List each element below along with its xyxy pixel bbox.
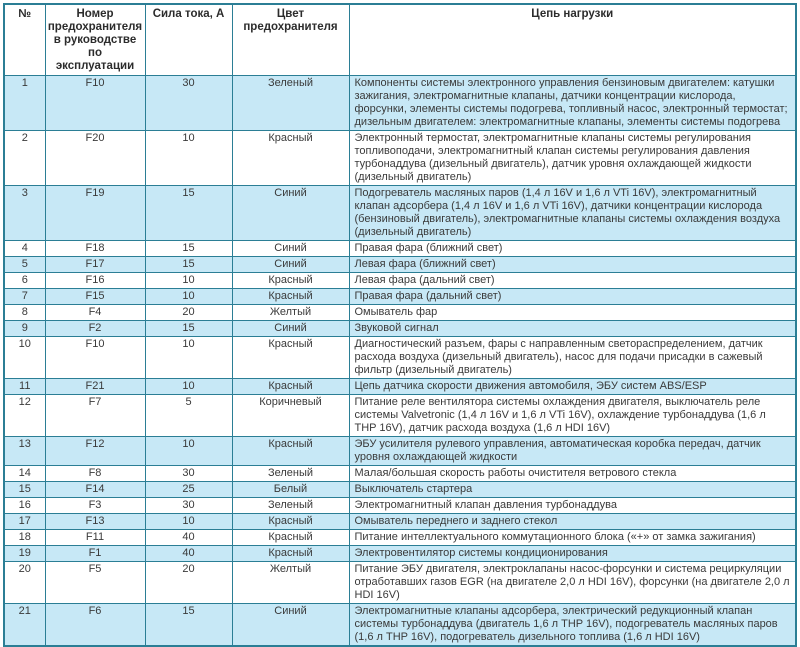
fuse-color-cell: Желтый — [232, 305, 349, 321]
row-number-cell: 5 — [4, 257, 45, 273]
fuse-color-cell: Красный — [232, 379, 349, 395]
col-header-number: № — [4, 4, 45, 76]
row-number-cell: 14 — [4, 466, 45, 482]
fuse-table — [3, 3, 797, 647]
row-number-cell: 15 — [4, 482, 45, 498]
fuse-color-cell: Красный — [232, 546, 349, 562]
amperage-cell: 15 — [145, 604, 232, 647]
amperage-cell: 10 — [145, 273, 232, 289]
fuse-id-cell: F21 — [45, 379, 145, 395]
row-number-cell: 19 — [4, 546, 45, 562]
fuse-id-cell: F13 — [45, 514, 145, 530]
table-row — [4, 321, 796, 337]
fuse-id-cell: F15 — [45, 289, 145, 305]
row-number-cell: 4 — [4, 241, 45, 257]
amperage-cell: 30 — [145, 76, 232, 131]
amperage-cell: 20 — [145, 305, 232, 321]
load-circuit-cell: Электромагнитные клапаны адсорбера, электрический редукционный клапан системы турбонаддува (двигатель 1,6 л THP 16V), подогреватель масляных паров (1,6 л THP 16V), подогреватель дизельного топлива (1,6 л HDI 16V) — [349, 604, 796, 647]
row-number-cell: 18 — [4, 530, 45, 546]
fuse-color-cell: Синий — [232, 321, 349, 337]
load-circuit-cell: Диагностический разъем, фары с направленным светораспределением, датчик расхода воздуха (дизельный двигатель), насос для подачи присадки в сажевый фильтр (дизельный двигатель) — [349, 337, 796, 379]
fuse-id-cell: F2 — [45, 321, 145, 337]
table-row — [4, 379, 796, 395]
table-row — [4, 273, 796, 289]
table-row — [4, 241, 796, 257]
amperage-cell: 30 — [145, 466, 232, 482]
amperage-cell: 15 — [145, 241, 232, 257]
fuse-id-cell: F6 — [45, 604, 145, 647]
fuse-color-cell: Зеленый — [232, 76, 349, 131]
table-row — [4, 562, 796, 604]
fuse-table-body — [4, 76, 796, 647]
row-number-cell: 8 — [4, 305, 45, 321]
fuse-id-cell: F16 — [45, 273, 145, 289]
fuse-id-cell: F20 — [45, 131, 145, 186]
amperage-cell: 10 — [145, 131, 232, 186]
row-number-cell: 13 — [4, 437, 45, 466]
fuse-color-cell: Красный — [232, 131, 349, 186]
fuse-color-cell: Синий — [232, 241, 349, 257]
amperage-cell: 10 — [145, 514, 232, 530]
fuse-color-cell: Белый — [232, 482, 349, 498]
table-row — [4, 337, 796, 379]
col-header-fuse-color: Цвет предохранителя — [232, 4, 349, 76]
fuse-color-cell: Красный — [232, 530, 349, 546]
table-row — [4, 466, 796, 482]
col-header-fuse-id: Номер предохранителя в руководстве по эксплуатации — [45, 4, 145, 76]
table-row — [4, 604, 796, 647]
row-number-cell: 20 — [4, 562, 45, 604]
load-circuit-cell: Правая фара (дальний свет) — [349, 289, 796, 305]
load-circuit-cell: Компоненты системы электронного управления бензиновым двигателем: катушки зажигания, электромагнитные клапаны, датчики концентрации кислорода, форсунки, элементы системы подогрева, топливный насос, электронный термостат; дизельным двигателем: электромагнитные клапаны, элементы системы подогрева — [349, 76, 796, 131]
table-row — [4, 289, 796, 305]
fuse-color-cell: Красный — [232, 289, 349, 305]
fuse-id-cell: F1 — [45, 546, 145, 562]
fuse-color-cell: Синий — [232, 257, 349, 273]
fuse-color-cell: Красный — [232, 514, 349, 530]
fuse-color-cell: Красный — [232, 337, 349, 379]
table-row — [4, 305, 796, 321]
amperage-cell: 10 — [145, 437, 232, 466]
load-circuit-cell: Омыватель переднего и заднего стекол — [349, 514, 796, 530]
row-number-cell: 2 — [4, 131, 45, 186]
load-circuit-cell: Цепь датчика скорости движения автомобиля, ЭБУ систем ABS/ESP — [349, 379, 796, 395]
load-circuit-cell: Питание реле вентилятора системы охлаждения двигателя, выключатель реле системы Valvetronic (1,4 л 16V и 1,6 л VTi 16V), охлаждение турбонаддува (1,6 л THP 16V), датчик расхода воздуха (1,6 л HDI 16V) — [349, 395, 796, 437]
fuse-id-cell: F14 — [45, 482, 145, 498]
table-row — [4, 437, 796, 466]
amperage-cell: 10 — [145, 379, 232, 395]
row-number-cell: 7 — [4, 289, 45, 305]
row-number-cell: 16 — [4, 498, 45, 514]
load-circuit-cell: Правая фара (ближний свет) — [349, 241, 796, 257]
amperage-cell: 25 — [145, 482, 232, 498]
fuse-id-cell: F19 — [45, 186, 145, 241]
row-number-cell: 11 — [4, 379, 45, 395]
load-circuit-cell: Выключатель стартера — [349, 482, 796, 498]
table-row — [4, 257, 796, 273]
fuse-id-cell: F12 — [45, 437, 145, 466]
table-row — [4, 514, 796, 530]
load-circuit-cell: Подогреватель масляных паров (1,4 л 16V и 1,6 л VTi 16V), электромагнитный клапан адсорбера (1,4 л 16V и 1,6 л VTi 16V), датчики концентрации кислорода (бензиновый двигатель), электромагнитные клапаны системы охлаждения воздуха (дизельный двигатель) — [349, 186, 796, 241]
load-circuit-cell: Омыватель фар — [349, 305, 796, 321]
row-number-cell: 9 — [4, 321, 45, 337]
load-circuit-cell: Питание интеллектуального коммутационного блока («+» от замка зажигания) — [349, 530, 796, 546]
row-number-cell: 10 — [4, 337, 45, 379]
fuse-color-cell: Синий — [232, 186, 349, 241]
fuse-id-cell: F18 — [45, 241, 145, 257]
fuse-id-cell: F8 — [45, 466, 145, 482]
amperage-cell: 15 — [145, 257, 232, 273]
load-circuit-cell: Электромагнитный клапан давления турбонаддува — [349, 498, 796, 514]
table-row — [4, 546, 796, 562]
amperage-cell: 15 — [145, 321, 232, 337]
amperage-cell: 10 — [145, 337, 232, 379]
amperage-cell: 20 — [145, 562, 232, 604]
amperage-cell: 15 — [145, 186, 232, 241]
table-row — [4, 498, 796, 514]
row-number-cell: 21 — [4, 604, 45, 647]
row-number-cell: 12 — [4, 395, 45, 437]
fuse-id-cell: F17 — [45, 257, 145, 273]
amperage-cell: 40 — [145, 530, 232, 546]
amperage-cell: 40 — [145, 546, 232, 562]
table-row — [4, 186, 796, 241]
table-row — [4, 395, 796, 437]
fuse-id-cell: F10 — [45, 76, 145, 131]
amperage-cell: 10 — [145, 289, 232, 305]
amperage-cell: 5 — [145, 395, 232, 437]
fuse-id-cell: F10 — [45, 337, 145, 379]
row-number-cell: 1 — [4, 76, 45, 131]
load-circuit-cell: Малая/большая скорость работы очистителя ветрового стекла — [349, 466, 796, 482]
table-row — [4, 482, 796, 498]
load-circuit-cell: Левая фара (ближний свет) — [349, 257, 796, 273]
load-circuit-cell: Звуковой сигнал — [349, 321, 796, 337]
table-row — [4, 530, 796, 546]
fuse-color-cell: Красный — [232, 437, 349, 466]
load-circuit-cell: ЭБУ усилителя рулевого управления, автоматическая коробка передач, датчик уровня охлаждающей жидкости — [349, 437, 796, 466]
row-number-cell: 6 — [4, 273, 45, 289]
col-header-load-circuit: Цепь нагрузки — [349, 4, 796, 76]
fuse-id-cell: F4 — [45, 305, 145, 321]
table-row — [4, 131, 796, 186]
col-header-amperage: Сила тока, А — [145, 4, 232, 76]
row-number-cell: 17 — [4, 514, 45, 530]
table-row — [4, 76, 796, 131]
load-circuit-cell: Левая фара (дальний свет) — [349, 273, 796, 289]
load-circuit-cell: Электронный термостат, электромагнитные клапаны системы регулирования топливоподачи, электромагнитный клапан системы регулирования давления турбонаддува (дизельный двигатель), датчик уровня охлаждающей жидкости (дизельный двигатель) — [349, 131, 796, 186]
load-circuit-cell: Электровентилятор системы кондиционирования — [349, 546, 796, 562]
fuse-color-cell: Желтый — [232, 562, 349, 604]
fuse-color-cell: Красный — [232, 273, 349, 289]
load-circuit-cell: Питание ЭБУ двигателя, электроклапаны насос-форсунки и система рециркуляции отработавших газов EGR (на двигателе 2,0 л HDI 16V), форсунки (на двигателе 2,0 л HDI 16V) — [349, 562, 796, 604]
fuse-color-cell: Синий — [232, 604, 349, 647]
fuse-id-cell: F11 — [45, 530, 145, 546]
amperage-cell: 30 — [145, 498, 232, 514]
row-number-cell: 3 — [4, 186, 45, 241]
fuse-id-cell: F3 — [45, 498, 145, 514]
fuse-id-cell: F5 — [45, 562, 145, 604]
fuse-color-cell: Зеленый — [232, 466, 349, 482]
header-row — [4, 4, 796, 76]
fuse-id-cell: F7 — [45, 395, 145, 437]
fuse-color-cell: Зеленый — [232, 498, 349, 514]
fuse-color-cell: Коричневый — [232, 395, 349, 437]
